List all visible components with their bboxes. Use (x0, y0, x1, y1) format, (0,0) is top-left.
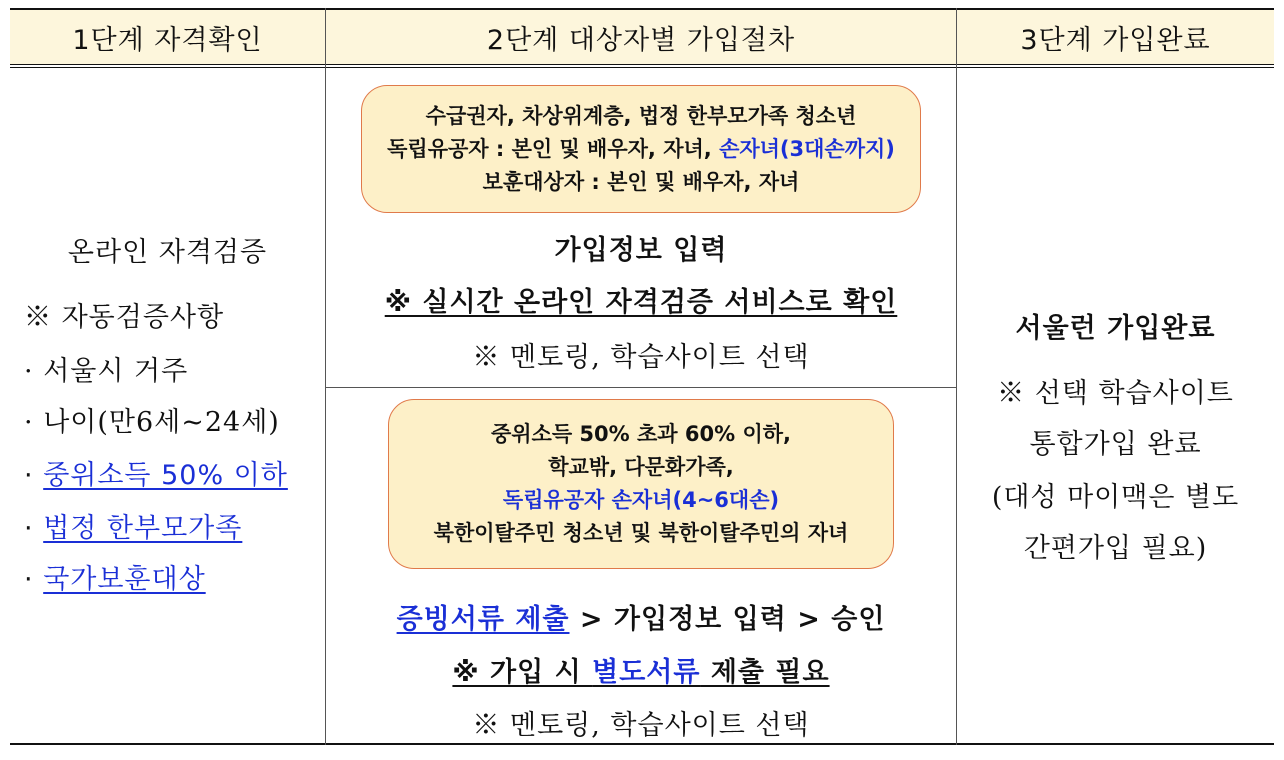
eligibility-box-upper (361, 85, 921, 213)
box-line: 수급권자, 차상위계층, 법정 한부모가족 청소년 (425, 103, 857, 128)
criteria-item-link (24, 453, 288, 492)
completion-line: (대성 마이맥은 별도 (991, 482, 1240, 513)
lower-note-underlined (452, 657, 829, 688)
completion-line: ※ 선택 학습사이트 (997, 378, 1234, 409)
documents-link[interactable]: 증빙서류 제출 (396, 604, 570, 635)
box-line: 보훈대상자 : 본인 및 배우자, 자녀 (482, 169, 800, 194)
header-step1-label: 1단계 자격확인 (72, 24, 263, 56)
completion-line: 간편가입 필요) (1023, 533, 1208, 564)
eligibility-box-lower (388, 399, 894, 569)
bullet: · (24, 460, 34, 491)
criteria-link[interactable]: 법정 한부모가족 (43, 513, 243, 544)
criteria-link[interactable]: 국가보훈대상 (43, 564, 206, 595)
auto-verify-note: ※ 자동검증사항 (24, 302, 225, 333)
completion-title: 서울런 가입완료 (1015, 313, 1216, 344)
criteria-item-link (24, 506, 242, 545)
online-verification-title: 온라인 자격검증 (67, 237, 268, 268)
box-line: 북한이탈주민 청소년 및 북한이탈주민의 자녀 (433, 521, 849, 545)
lower-note-suffix: 제출 필요 (700, 657, 830, 688)
realtime-verify-note: ※ 실시간 온라인 자격검증 서비스로 확인 (384, 287, 898, 318)
header-divider-double (10, 67, 1274, 68)
middle-divider (326, 387, 956, 388)
upper-extra: ※ 멘토링, 학습사이트 선택 (472, 342, 810, 373)
lower-step-text (326, 597, 956, 636)
box-line-text: 독립유공자 : 본인 및 배우자, 자녀, (387, 136, 720, 161)
step3-cell (957, 72, 1274, 745)
criteria-text: 나이(만6세~24세) (43, 407, 280, 438)
header-step3 (957, 10, 1274, 64)
criteria-item-link (24, 557, 206, 596)
box-line: 중위소득 50% 초과 60% 이하, (490, 422, 792, 446)
step1-cell (10, 72, 325, 745)
header-divider (10, 64, 1274, 65)
header-step1 (10, 10, 325, 64)
criteria-link[interactable]: 중위소득 50% 이하 (43, 460, 288, 491)
bullet: · (24, 564, 34, 595)
box-line: 학교밖, 다문화가족, (548, 455, 734, 479)
lower-step-rest: > 가입정보 입력 > 승인 (569, 604, 886, 635)
header-step3-label: 3단계 가입완료 (1020, 24, 1211, 56)
box-line-highlight: 손자녀(3대손까지) (719, 136, 895, 161)
bullet: · (24, 407, 34, 438)
lower-note-prefix: ※ 가입 시 (452, 657, 593, 688)
lower-extra: ※ 멘토링, 학습사이트 선택 (472, 710, 810, 741)
upper-step-text: 가입정보 입력 (554, 235, 728, 266)
completion-line: 통합가입 완료 (1029, 429, 1202, 460)
header-step2-label: 2단계 대상자별 가입절차 (486, 24, 796, 56)
bullet: · (24, 513, 34, 544)
bullet: · (24, 356, 34, 387)
lower-note (326, 650, 956, 689)
upper-note (326, 280, 956, 319)
process-table (10, 8, 1274, 745)
criteria-item (24, 400, 280, 439)
header-step2 (326, 10, 956, 64)
box-line (387, 133, 895, 166)
criteria-text: 서울시 거주 (43, 356, 189, 387)
separate-documents-link[interactable]: 별도서류 (592, 657, 701, 688)
criteria-item (24, 349, 188, 388)
box-line-highlight: 독립유공자 손자녀(4~6대손) (502, 488, 780, 512)
